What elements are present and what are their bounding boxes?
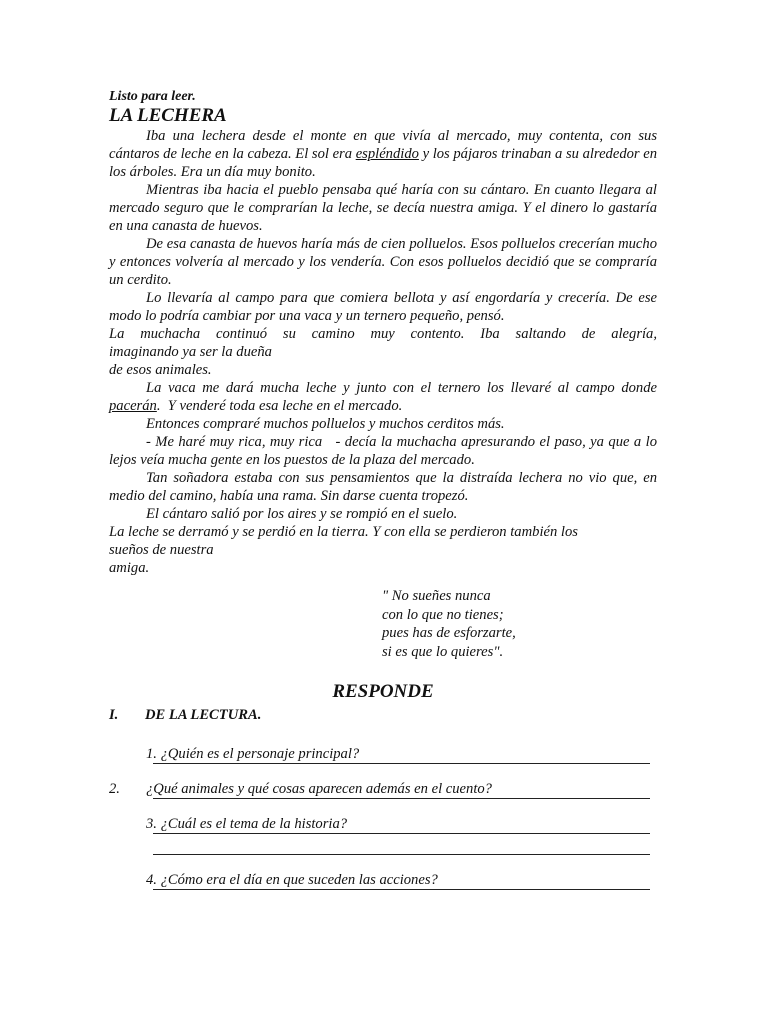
story-paragraph — [109, 523, 657, 577]
section-title: DE LA LECTURA. — [145, 707, 262, 723]
story-paragraph: Tan soñadora estaba con sus pensamientos que la distraída lechera no vio que, en medio del camino, había una rama. Sin darse cuenta tropezó. — [109, 470, 657, 504]
story-line: imaginando ya ser la dueña — [109, 344, 272, 360]
story-text: . Y venderé toda esa leche en el mercado. — [156, 398, 403, 414]
story-line: amiga. — [109, 560, 150, 576]
story-line: La leche se derramó y se perdió en la tierra. Y con ella se perdieron también los — [109, 524, 578, 540]
story-paragraph — [109, 379, 657, 415]
story-line: sueños de nuestra — [109, 542, 214, 558]
story-paragraph: - Me haré muy rica, muy rica - decía la muchacha apresurando el paso, ya que a lo lejos veía mucha gente en los puestos de la plaza del mercado. — [109, 434, 661, 468]
moral-poem — [382, 587, 657, 661]
story-text: y los pájaros trinaban a su alrededor en los árboles. Era un día muy bonito. — [109, 146, 658, 180]
question-text: ¿Qué animales y qué cosas aparecen además en el cuento? — [146, 781, 492, 797]
poem-line: con lo que no tienes; — [382, 606, 504, 623]
story-paragraph: Lo llevaría al campo para que comiera bellota y así engordaría y crecería. De ese modo lo podría cambiar por una vaca y un ternero pequeño, pensó. — [109, 290, 657, 324]
story-paragraph: El cántaro salió por los aires y se rompió en el suelo. — [146, 506, 458, 522]
question-text: 4. ¿Cómo era el día en que suceden las acciones? — [146, 872, 438, 888]
question-4 — [109, 871, 657, 889]
worksheet-page — [109, 88, 661, 890]
section-header — [109, 706, 657, 724]
question-text: 1. ¿Quién es el personaje principal? — [146, 746, 360, 762]
question-2 — [109, 780, 657, 798]
story-text: Iba una lechera desde el monte en que vivía al mercado, muy contenta, con sus cántaros de leche en la cabeza. El sol era — [109, 128, 657, 162]
story-paragraph: Entonces compraré muchos polluelos y muchos cerditos más. — [146, 416, 505, 432]
story-line: La muchacha continuó su camino muy contento. Iba saltando de alegría, — [109, 326, 657, 342]
kicker-text: Listo para leer. — [109, 89, 196, 104]
story-body — [109, 127, 661, 577]
story-line: de esos animales. — [109, 362, 212, 378]
question-1 — [109, 745, 657, 763]
answer-line[interactable] — [153, 889, 650, 890]
story-title: LA LECHERA — [109, 105, 227, 126]
story-text: La vaca me dará mucha leche y junto con el ternero los llevaré al campo donde — [146, 380, 657, 396]
story-paragraph: De esa canasta de huevos haría más de cien polluelos. Esos polluelos crecerían mucho y entonces volvería al mercado y los vendería. Con esos polluelos decidió que se compraría un cerdito. — [109, 236, 657, 288]
section-number: I. — [109, 707, 119, 723]
question-3 — [109, 815, 657, 833]
poem-line: si es que lo quieres". — [382, 643, 504, 660]
poem-line: " No sueñes nunca — [382, 588, 491, 604]
responde-heading: RESPONDE — [332, 681, 434, 702]
story-paragraph — [109, 127, 657, 181]
story-paragraph — [109, 325, 657, 379]
story-paragraph: Mientras iba hacia el pueblo pensaba qué haría con su cántaro. En cuanto llegara al mercado seguro que le comprarían la leche, se decía nuestra amiga. Y el dinero lo gastaría en una canasta de huevos. — [109, 182, 657, 234]
underlined-word: pacerán — [109, 398, 157, 414]
poem-line: pues has de esforzarte, — [382, 625, 516, 641]
question-number: 2. — [109, 781, 120, 797]
underlined-word: espléndido — [355, 146, 419, 162]
question-text: 3. ¿Cuál es el tema de la historia? — [146, 816, 348, 832]
